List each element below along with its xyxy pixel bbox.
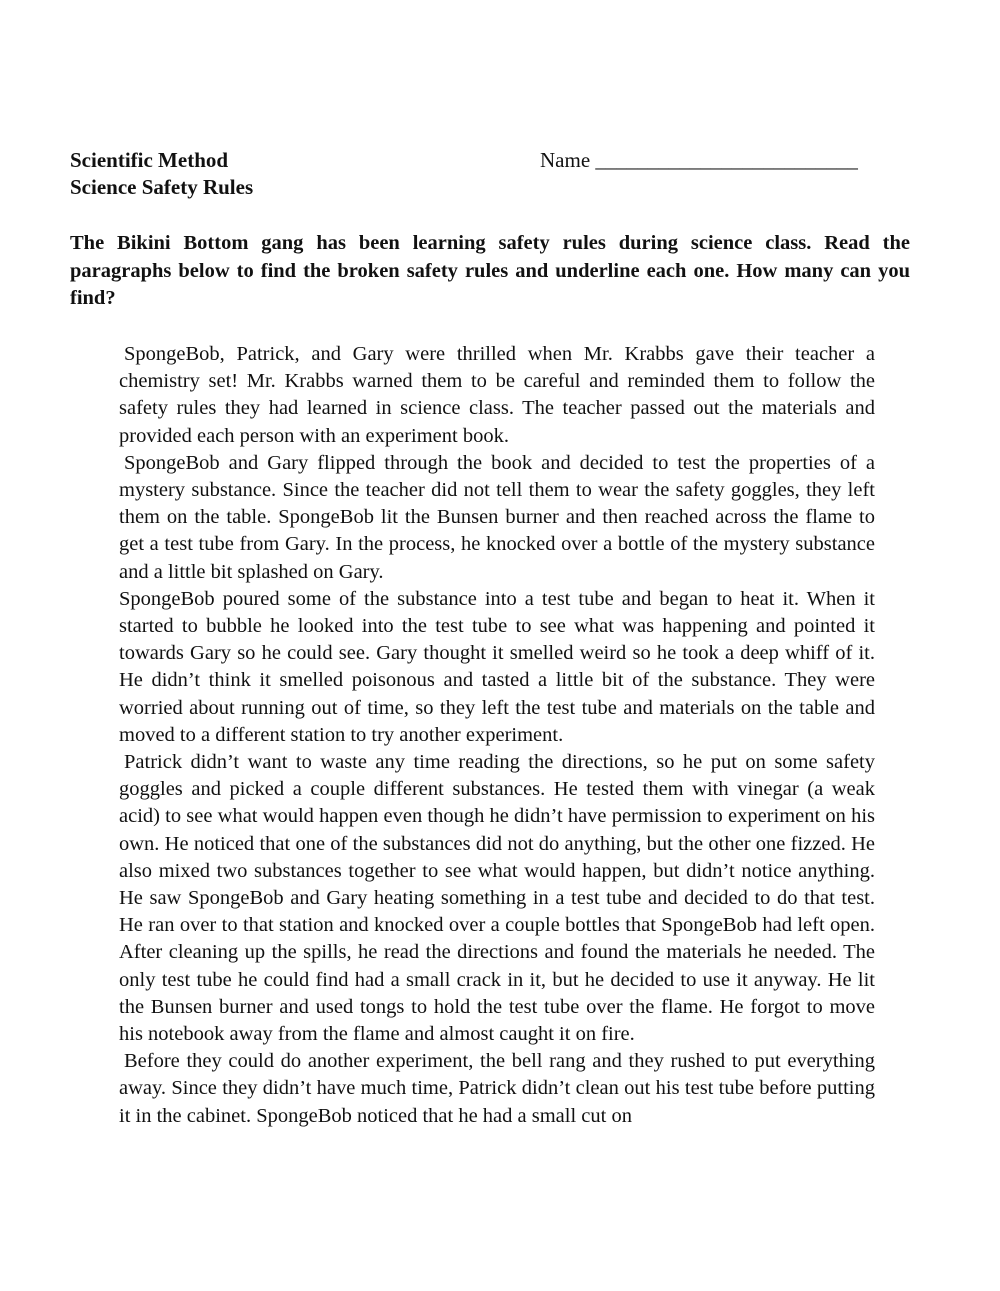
name-field [540,147,858,174]
story-paragraph: Before they could do another experiment, the bell rang and they rushed to put everything away. Since they didn’t have much time, Patrick didn’t clean out his test tube before putting it in the cabinet. SpongeBob noticed that he had a small cut on [119,1050,875,1127]
name-blank-line: _________________________ [595,148,858,172]
story-paragraph: SpongeBob, Patrick, and Gary were thrilled when Mr. Krabbs gave their teacher a chemistry set! Mr. Krabbs warned them to be careful and reminded them to follow the safety rules they had learned in science class. The teacher passed out the materials and provided each person with an experiment book. [119,343,875,447]
story-paragraph: SpongeBob poured some of the substance into a test tube and began to heat it. When it started to bubble he looked into the test tube to see what was happening and pointed it towards Gary so he could see. Gary thought it smelled weird so he took a deep whiff of it. He didn’t think it smelled poisonous and tasted a little bit of the substance. They were worried about running out of time, so they left the test tube and materials on the table and moved to a different station to try another experiment. [119,587,875,746]
story-body [119,341,875,1130]
story-paragraph: SpongeBob and Gary flipped through the book and decided to test the properties of a mystery substance. Since the teacher did not tell them to wear the safety goggles, they left them on the table. SpongeBob lit the Bunsen burner and then reached across the flame to get a test tube from Gary. In the process, he knocked over a bottle of the mystery substance and a little bit splashed on Gary. [119,451,875,583]
worksheet-header [70,147,253,201]
name-label: Name [540,148,591,172]
instructions-text: The Bikini Bottom gang has been learning safety rules during science class. Read the paragraphs below to find the broken safety rules and underline each one. How many can you find? [70,232,910,309]
story-paragraph: Patrick didn’t want to waste any time reading the directions, so he put on some safety goggles and picked a couple different substances. He tested them with vinegar (a weak acid) to see what would happen even though he didn’t have permission to experiment on his own. He noticed that one of the substances did not do anything, but the other one fizzed. He also mixed two substances together to see what would happen, but didn’t notice anything. He saw SpongeBob and Gary heating something in a test tube and decided to do that test. He ran over to that station and knocked over a couple bottles that SpongeBob had left open. After cleaning up the spills, he read the directions and found the materials he needed. The only test tube he could find had a small crack in it, but he decided to use it anyway. He lit the Bunsen burner and used tongs to hold the test tube over the flame. He forgot to move his notebook away from the flame and almost caught it on fire. [119,751,875,1046]
worksheet-subtitle: Science Safety Rules [70,175,254,199]
worksheet-title: Scientific Method [70,148,229,172]
